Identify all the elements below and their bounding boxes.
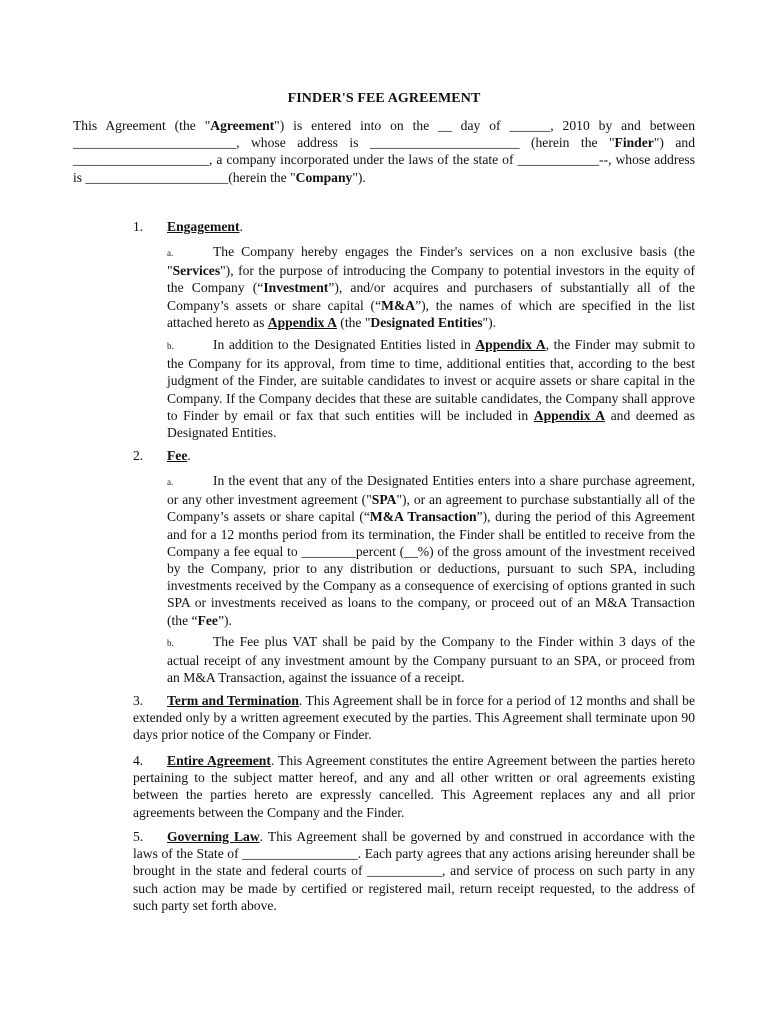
spa-term: SPA: [371, 492, 397, 508]
para-text: The Fee plus VAT shall be paid by the Company to the Finder within 3 days of the actual receipt of any investment amount by the Company pursuant to an SPA, or proceed from an M&A Transaction, against the issuance of a receipt.: [167, 634, 695, 686]
ma-transaction-term: M&A Transaction: [369, 509, 477, 525]
section-title: Fee: [167, 448, 188, 463]
section-3-paragraph: [133, 692, 695, 744]
subsection-letter: b.: [167, 341, 174, 351]
section-4-paragraph: [133, 752, 695, 821]
section-title: Engagement: [167, 219, 240, 234]
intro-text: ").: [352, 169, 366, 185]
section-number: 4.: [133, 753, 144, 768]
intro-text: ") is entered into on the __ day of ______, 2010 by and between ________________________, whose address is ______________________ (herein the ": [73, 118, 696, 151]
para-text: In the event that any of the Designated Entities enters into a share purchase agreement, or any other investment agreement (": [167, 473, 695, 508]
section-1a-paragraph: [167, 243, 695, 331]
para-text: ").: [482, 314, 497, 330]
para-text: and deemed as Designated Entities.: [167, 407, 695, 441]
finder-term: Finder: [614, 135, 654, 151]
para-text: ”), during the period of this Agreement and for a 12 months period from its termination, the Finder shall be entitled to receive from the Company a fee equal to ________percent (__%) of the gross amount of the investment received by the Company, prior to any distribution or deductions, pursuant to such SPA, including investments received by the Company as a consequence of exercising of options granted in such SPA or investments received as loans to the company, or proceed out of an M&A Transaction (the “: [167, 509, 695, 628]
appendix-a-reference: Appendix A: [267, 314, 337, 330]
company-term: Company: [295, 169, 353, 185]
heading-tail: .: [239, 219, 243, 234]
para-text: . This Agreement constitutes the entire Agreement between the parties hereto pertaining to the subject matter hereof, and any and all other written or oral agreements existing between the parties hereto are expressly cancelled. This Agreement replaces any and all prior agreements between the Company and the Finder.: [133, 753, 695, 820]
para-text: ”).: [217, 612, 232, 628]
section-title: Term and Termination: [167, 693, 299, 708]
section-number: 3.: [133, 693, 144, 708]
section-2a-paragraph: [167, 472, 695, 629]
appendix-a-reference: Appendix A: [533, 407, 606, 423]
section-2b-paragraph: [167, 633, 695, 687]
para-text: "), for the purpose of introducing the Company to potential investors in the equity of the Company (“: [167, 263, 695, 296]
section-number: 2.: [133, 448, 144, 463]
fee-term: Fee: [197, 612, 218, 628]
section-5-paragraph: [133, 828, 695, 914]
ma-term: M&A: [381, 297, 416, 313]
section-number: 1.: [133, 219, 144, 234]
agreement-term: Agreement: [210, 118, 275, 133]
section-title: Entire Agreement: [167, 753, 271, 768]
section-2-heading: [133, 447, 191, 464]
para-text: In addition to the Designated Entities listed in: [213, 337, 476, 352]
intro-text: ") and ____________________, a company incorporated under the laws of the state of ____________--, whose address is _____________________(herein the ": [73, 135, 695, 185]
para-text: The Company hereby engages the Finder's services on a non exclusive basis (the ": [167, 244, 695, 279]
intro-paragraph: [73, 117, 695, 186]
para-text: , the Finder may submit to the Company for its approval, from time to time, additional entities that, according to the best judgment of the Finder, are suitable candidates to invest or acquire assets or share capital in the Company. If the Company decides that these are suitable candidates, the Company shall approve to Finder by email or fax that such entities will be included in: [167, 337, 695, 423]
subsection-letter: a.: [167, 477, 174, 487]
para-text: "), or an agreement to purchase substantially all of the Company’s assets or share capital (“: [167, 492, 695, 525]
document-title: FINDER'S FEE AGREEMENT: [287, 91, 481, 106]
investment-term: Investment: [263, 280, 329, 296]
para-text: . This Agreement shall be governed by and construed in accordance with the laws of the State of _________________. Each party agrees that any actions arising hereunder shall be brought in the state and federal courts of ___________, and service of process on such party in any such action may be made by certified or registered mail, return receipt requested, to the address of such party set forth above.: [133, 829, 695, 913]
designated-entities-term: Designated Entities: [370, 314, 483, 330]
section-1b-paragraph: [167, 336, 695, 441]
para-text: ”), the names of which are specified in the list attached hereto as: [167, 297, 695, 330]
para-text: ”), and/or acquires and purchasers of substantially all of the Company’s assets or share capital (“: [167, 280, 695, 313]
section-number: 5.: [133, 829, 144, 844]
intro-text: This Agreement (the ": [73, 118, 211, 133]
subsection-letter: a.: [167, 248, 174, 258]
heading-tail: .: [187, 448, 191, 463]
section-title: Governing Law: [167, 829, 260, 844]
subsection-letter: b.: [167, 638, 174, 648]
para-text: . This Agreement shall be in force for a period of 12 months and shall be extended only by a written agreement executed by the parties. This Agreement shall terminate upon 90 days prior notice of the Company or Finder.: [133, 693, 696, 743]
para-text: (the ": [336, 314, 371, 330]
appendix-a-reference: Appendix A: [475, 337, 546, 352]
section-1-heading: [133, 218, 243, 235]
services-term: Services: [172, 263, 221, 279]
